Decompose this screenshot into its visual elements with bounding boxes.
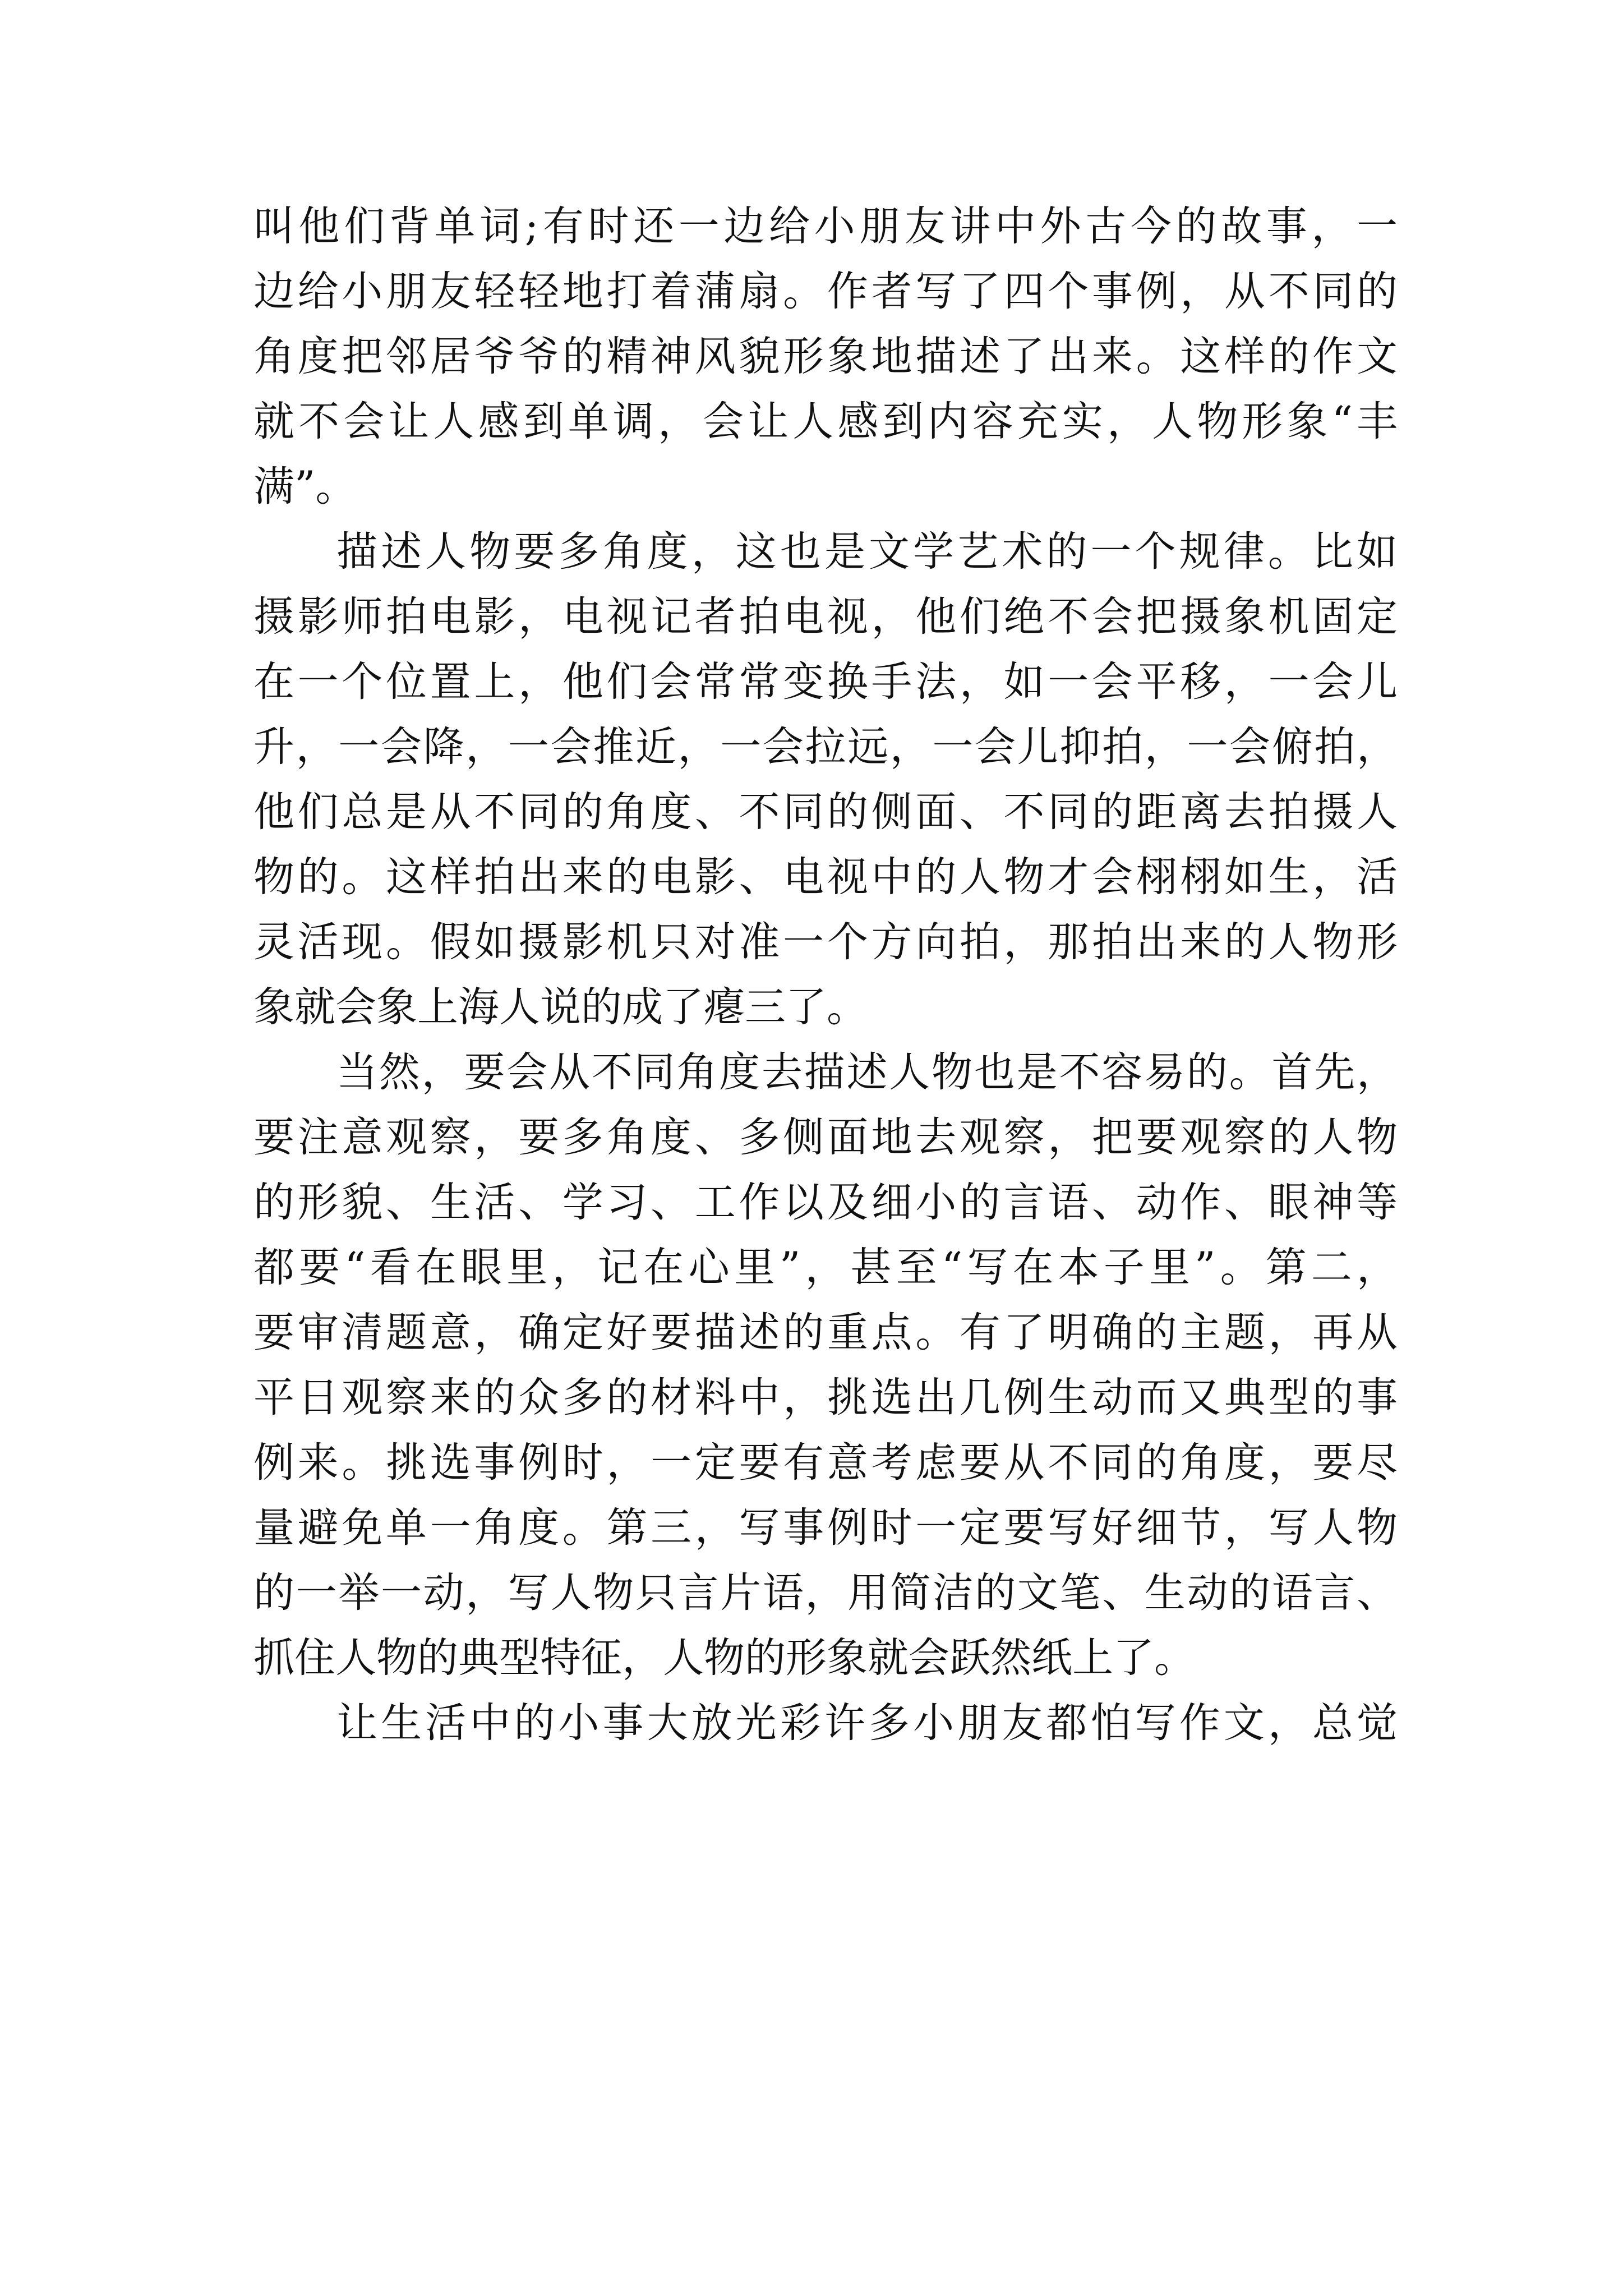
text-line: 物的。这样拍出来的电影、电视中的人物才会栩栩如生，活 — [253, 853, 1398, 901]
text-line: 要审清题意，确定好要描述的重点。有了明确的主题，再从 — [253, 1309, 1398, 1356]
text-line: 他们总是从不同的角度、不同的侧面、不同的距离去拍摄人 — [253, 788, 1398, 836]
text-line: 都要“看在眼里，记在心里”，甚至“写在本子里”。第二， — [253, 1244, 1398, 1291]
text-line: 要注意观察，要多角度、多侧面地去观察，把要观察的人物 — [253, 1114, 1398, 1161]
text-line: 升，一会降，一会推近，一会拉远，一会儿抑拍，一会俯拍， — [253, 723, 1398, 771]
paragraph-first-line: 当然，要会从不同角度去描述人物也是不容易的。首先， — [336, 1048, 1398, 1096]
paragraph-first-line: 让生活中的小事大放光彩许多小朋友都怕写作文，总觉 — [336, 1699, 1398, 1747]
text-line: 满”。 — [253, 463, 357, 510]
text-line: 角度把邻居爷爷的精神风貌形象地描述了出来。这样的作文 — [253, 333, 1398, 380]
text-line: 的一举一动，写人物只言片语，用简洁的文笔、生动的语言、 — [253, 1569, 1398, 1617]
text-line: 例来。挑选事例时，一定要有意考虑要从不同的角度，要尽 — [253, 1439, 1398, 1487]
text-line: 在一个位置上，他们会常常变换手法，如一会平移，一会儿 — [253, 658, 1398, 706]
text-line: 平日观察来的众多的材料中，挑选出几例生动而又典型的事 — [253, 1374, 1398, 1421]
text-line: 摄影师拍电影，电视记者拍电视，他们绝不会把摄象机固定 — [253, 593, 1398, 641]
text-line: 象就会象上海人说的成了瘪三了。 — [253, 983, 868, 1031]
body-text — [253, 194, 1398, 1756]
text-line: 量避免单一角度。第三，写事例时一定要写好细节，写人物 — [253, 1504, 1398, 1552]
text-line: 边给小朋友轻轻地打着蒲扇。作者写了四个事例，从不同的 — [253, 268, 1398, 315]
text-line: 抓住人物的典型特征，人物的形象就会跃然纸上了。 — [253, 1634, 1195, 1682]
paragraph-first-line: 描述人物要多角度，这也是文学艺术的一个规律。比如 — [336, 528, 1398, 576]
text-line: 就不会让人感到单调，会让人感到内容充实，人物形象“丰 — [253, 398, 1398, 445]
text-line: 的形貌、生活、学习、工作以及细小的言语、动作、眼神等 — [253, 1179, 1398, 1226]
text-line: 灵活现。假如摄影机只对准一个方向拍，那拍出来的人物形 — [253, 918, 1398, 966]
text-line: 叫他们背单词;有时还一边给小朋友讲中外古今的故事，一 — [253, 203, 1398, 250]
